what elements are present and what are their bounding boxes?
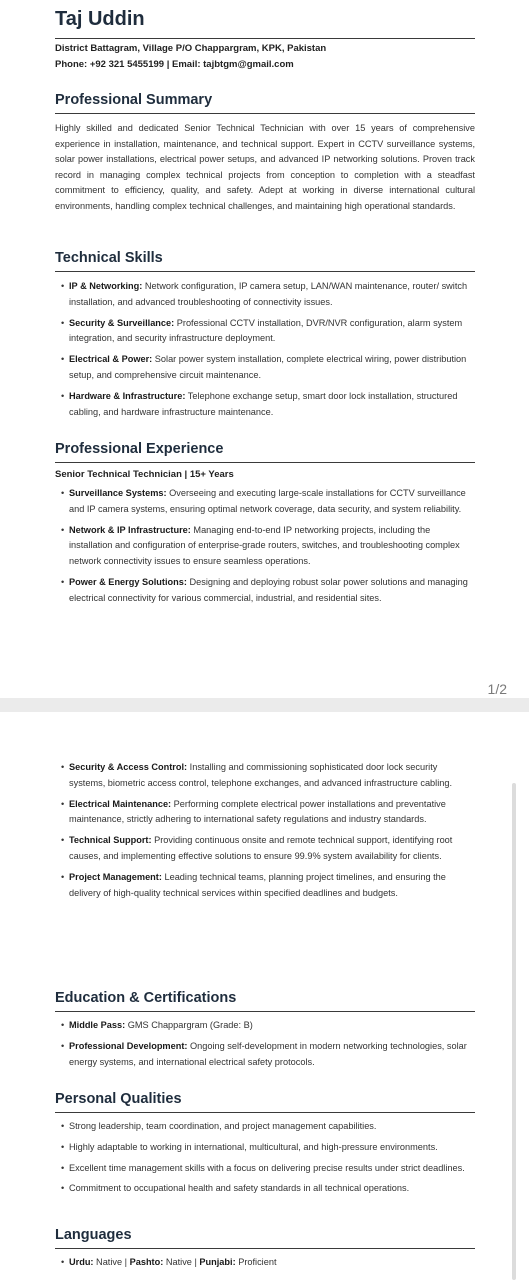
list-item: • Security & Surveillance: Professional CCTV installation, DVR/NVR configuration, alarm system integration, and security infrastructure deployment. — [55, 316, 475, 348]
list-item: • Strong leadership, team coordination, and project management capabilities. — [55, 1119, 475, 1135]
list-item: • Electrical & Power: Solar power system installation, complete electrical wiring, power distribution setup, and comprehensive circuit maintenance. — [55, 352, 475, 384]
resume-page-2 — [0, 712, 529, 1280]
list-item: • Professional Development: Ongoing self-development in modern networking technologies, solar energy systems, and international electrical safety protocols. — [55, 1039, 475, 1071]
list-item: • Middle Pass: GMS Chappargram (Grade: B) — [55, 1018, 475, 1034]
list-item: • Urdu: Native | Pashto: Native | Punjabi: Proficient — [55, 1255, 475, 1271]
list-item: • Power & Energy Solutions: Designing and deploying robust solar power solutions and managing electrical connectivity for various commercial, industrial, and residential sites. — [55, 575, 475, 607]
list-item: • Commitment to occupational health and safety standards in all technical operations. — [55, 1181, 475, 1197]
languages-heading: Languages — [55, 1226, 475, 1249]
list-item: • Security & Access Control: Installing and commissioning sophisticated door lock security systems, biometric access control, telephone exchanges, and advanced infrastructure cabling. — [55, 760, 475, 792]
qualities-heading: Personal Qualities — [55, 1090, 475, 1113]
address-line: District Battagram, Village P/O Chappargram, KPK, Pakistan — [55, 43, 327, 54]
list-item: • Electrical Maintenance: Performing complete electrical power installations and preventative maintenance, strictly adhering to international safety regulations and industry standards. — [55, 797, 475, 829]
list-item: • Technical Support: Providing continuous onsite and remote technical support, identifying root causes, and implementing effective solutions to ensure 99.9% system availability for clients. — [55, 833, 475, 865]
languages-section — [55, 1255, 475, 1276]
list-item: • Network & IP Infrastructure: Managing end-to-end IP networking projects, including the installation and configuration of enterprise-grade routers, switches, and troubleshooting complex network connectivity issues to ensure seamless operations. — [55, 523, 475, 570]
list-item: • Excellent time management skills with a focus on delivering precise results under strict deadlines. — [55, 1161, 475, 1177]
skills-section — [55, 279, 475, 425]
role-title: Senior Technical Technician | 15+ Years — [55, 469, 234, 480]
list-item: • Highly adaptable to working in international, multicultural, and high-pressure environments. — [55, 1140, 475, 1156]
list-item: • IP & Networking: Network configuration, IP camera setup, LAN/WAN maintenance, router/ switch installation, and advanced troubleshooting of connectivity issues. — [55, 279, 475, 311]
page-indicator: 1/2 — [487, 681, 507, 697]
experience-heading: Professional Experience — [55, 440, 475, 463]
skills-heading: Technical Skills — [55, 249, 475, 272]
list-item: • Project Management: Leading technical teams, planning project timelines, and ensuring the delivery of high-quality technical services within specified deadlines and budgets. — [55, 870, 475, 902]
summary-text: Highly skilled and dedicated Senior Technical Technician with over 15 years of comprehensive experience in installation, maintenance, and technical support. Expert in CCTV surveillance systems, solar power installations, electrical power setups, and advanced IP networking solutions. Proven track record in managing complex technical projects from conception to completion with a steadfast commitment to efficiency, quality, and safety. Adept at working in diverse international cultural environments, handling complex technical challenges, and maintaining high operational standards. — [55, 123, 475, 211]
experience-section — [55, 469, 475, 612]
summary-heading: Professional Summary — [55, 91, 475, 114]
education-section — [55, 1018, 475, 1075]
resume-header — [55, 8, 475, 73]
list-item: • Surveillance Systems: Overseeing and executing large-scale installations for CCTV surveillance and IP camera systems, ensuring optimal network coverage, data security, and system reliability. — [55, 486, 475, 518]
page-separator — [0, 698, 529, 712]
scrollbar[interactable] — [512, 783, 516, 1280]
qualities-section — [55, 1119, 475, 1202]
contact-line: Phone: +92 321 5455199 | Email: tajbtgm@gmail.com — [55, 59, 294, 70]
candidate-name: Taj Uddin — [55, 8, 145, 30]
experience-continued — [55, 760, 475, 906]
list-item: • Hardware & Infrastructure: Telephone exchange setup, smart door lock installation, structured cabling, and hardware infrastructure maintenance. — [55, 389, 475, 421]
education-heading: Education & Certifications — [55, 989, 475, 1012]
header-rule — [55, 38, 475, 39]
summary-section — [55, 121, 475, 215]
